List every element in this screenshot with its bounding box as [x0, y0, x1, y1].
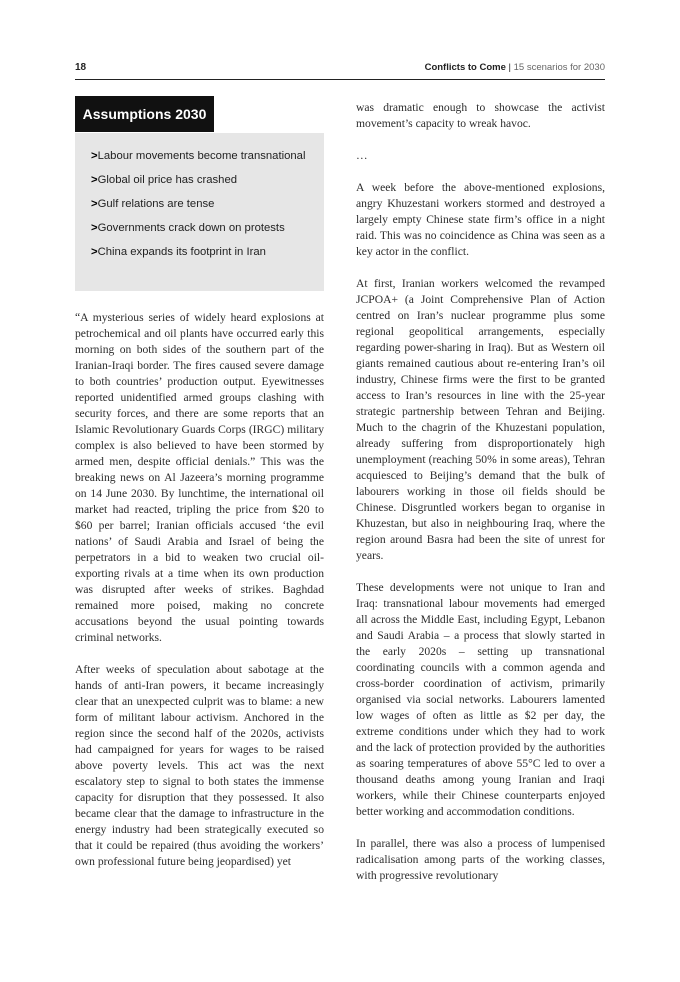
assumption-text: Global oil price has crashed: [97, 174, 238, 186]
bullet-marker: >: [91, 174, 98, 186]
header-separator: |: [505, 62, 514, 73]
body-paragraph: After weeks of speculation about sabotage at the hands of anti-Iran powers, it became increasingly clear that an unexpected culprit was to blame: a new form of militant labour activism. Anchored in the region since the second half of the 2020s, activists had campaigned for years for wages to be raised above poverty levels. This act was the next escalatory step to signal to both states the immense capacity for disruption that they possessed. It also became clear that the damage to infrastructure in the energy industry had been strategically executed so that it could be repaired (thus avoiding the workers’ own professional future being jeopardised) yet: [75, 663, 324, 868]
header-rule: [75, 79, 605, 80]
page-header: [75, 62, 605, 80]
body-paragraph: In parallel, there was also a process of lumpenised radicalisation among parts of the working classes, with progressive revolutionary: [356, 837, 605, 882]
body-paragraph: “A mysterious series of widely heard explosions at petrochemical and oil plants have occurred early this morning on both sides of the southern part of the Iranian-Iraqi border. The fires caused severe damage to both countries’ production output. Eyewitnesses reported unidentified armed groups clashing with security forces, and there are some reports that an Islamic Revolutionary Guards Corps (IRGC) military complex is also believed to have been stormed by armed men, despite official denials.” This was the breaking news on Al Jazeera’s morning programme on 14 June 2030. By lunchtime, the international oil market had reacted, tripling the price from $20 to $60 per barrel; Iranian officials accused ‘the evil nations’ of Saudi Arabia and Israel of being the perpetrators in a bid to weaken two crucial oil-exporting rivals at a time when its own production was disrupted after weeks of strikes. Baghdad remained more poised, making no concrete accusations beyond the usual pointing towards criminal networks.: [75, 311, 324, 644]
left-column: [75, 310, 324, 870]
body-paragraph: was dramatic enough to showcase the activist movement’s capacity to wreak havoc.: [356, 101, 605, 130]
publication-title: Conflicts to Come: [424, 62, 506, 73]
publication-subtitle: 15 scenarios for 2030: [513, 62, 605, 73]
assumptions-list: [91, 148, 316, 268]
assumption-item: [91, 220, 316, 236]
assumption-item: [91, 244, 316, 260]
assumption-text: Gulf relations are tense: [97, 198, 215, 210]
assumption-text: Labour movements become transnational: [97, 150, 306, 162]
running-header: [425, 62, 605, 73]
assumption-item: [91, 148, 316, 164]
page-number: 18: [75, 62, 87, 73]
assumption-text: China expands its footprint in Iran: [97, 246, 266, 258]
bullet-marker: >: [91, 246, 98, 258]
assumption-text: Governments crack down on protests: [97, 222, 285, 234]
assumption-item: [91, 172, 316, 188]
bullet-marker: >: [91, 198, 98, 210]
body-paragraph: These developments were not unique to Iran and Iraq: transnational labour movements had emerged all across the Middle East, including Egypt, Lebanon and Saudi Arabia – a process that slowly started in the early 2020s – setting up transnational coordinating councils with a common agenda and cross-border coordination of activism, primarily organised via social networks. Labourers lamented low wages of often as little as $2 per day, the extreme conditions under which they had to work and the lack of protection provided by the authorities as soaring temperatures of above 55°C led to over a thousand deaths among young Iranian and Iraqi workers, while their Chinese counterparts enjoyed better working and accommodation conditions.: [356, 581, 605, 818]
assumptions-title: Assumptions 2030: [75, 96, 214, 132]
ellipsis-break: …: [356, 149, 368, 162]
bullet-marker: >: [91, 150, 98, 162]
body-paragraph: A week before the above-mentioned explosions, angry Khuzestani workers stormed and destroyed a largely empty Chinese state firm’s office in a night raid. This was no coincidence as China was seen as a key actor in the conflict.: [356, 181, 605, 258]
right-column: [356, 100, 605, 884]
bullet-marker: >: [91, 222, 98, 234]
body-paragraph: At first, Iranian workers welcomed the revamped JCPOA+ (a Joint Comprehensive Plan of Action centred on Iran’s nuclear programme plus some regional geopolitical arrangements, especially regarding power-sharing in Iraq). But as Western oil giants remained cautious about re-entering Iran’s oil industry, Chinese firms were the first to be granted access to Iran’s resources in line with the 25-year strategic partnership between Tehran and Beijing. Much to the chagrin of the Khuzestani population, already suffering from disproportionately high unemployment (reaching 50% in some areas), Tehran acquiesced to Beijing’s demand that the bulk of labourers working in those oil fields should be Chinese. Disgruntled workers began to organise in Khuzestan, but also in neighbouring Iraq, where the region around Basra had been the site of unrest for years.: [356, 277, 605, 562]
assumption-item: [91, 196, 316, 212]
